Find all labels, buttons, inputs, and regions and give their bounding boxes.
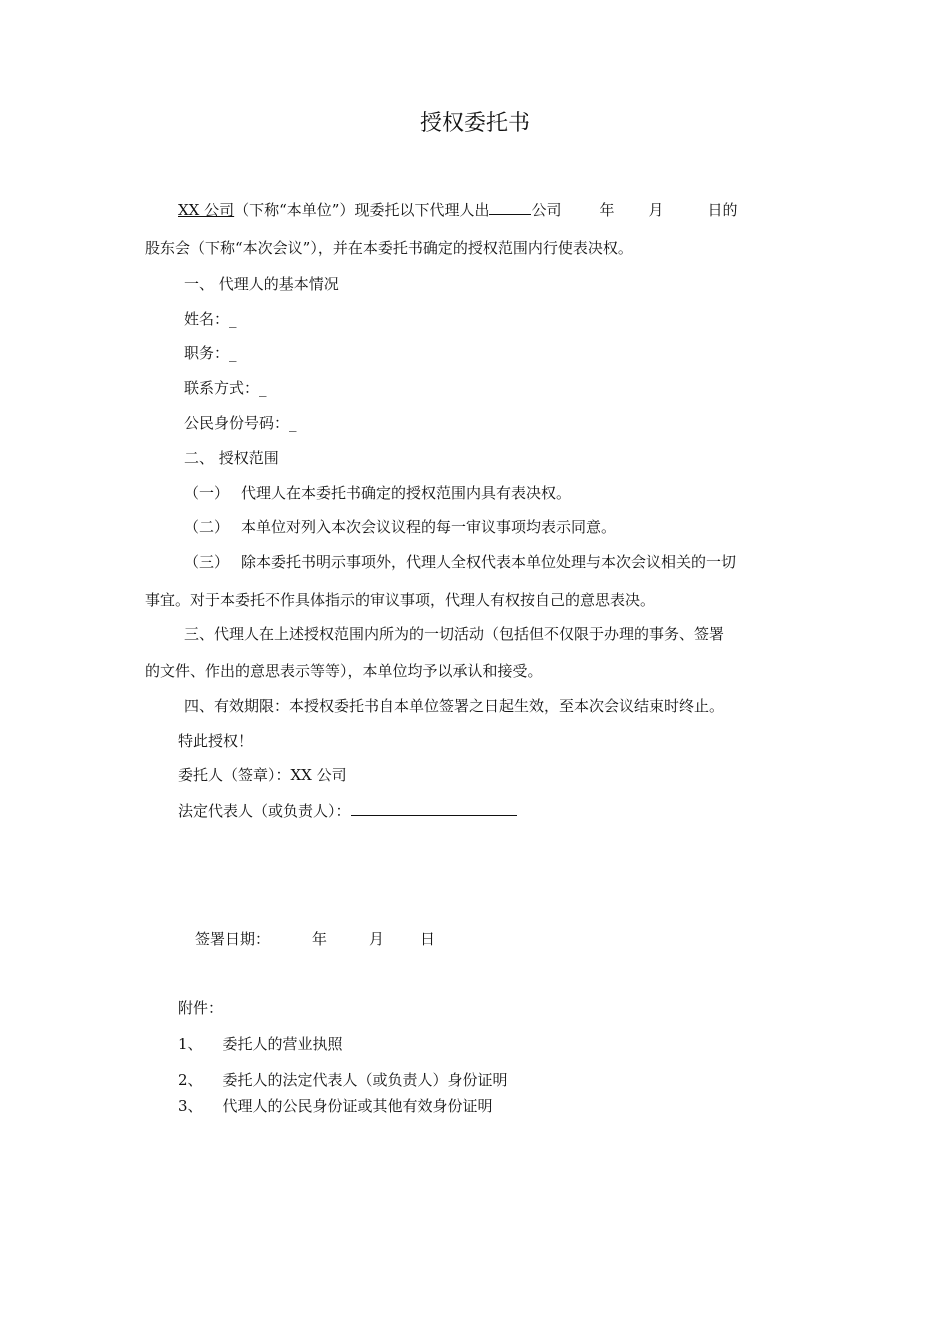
intro-line-2: 股东会（下称“本次会议”），并在本委托书确定的授权范围内行使表决权。 — [145, 239, 633, 257]
agent-name: 姓名：_ — [184, 310, 237, 328]
attachment-item-1 — [178, 1034, 343, 1054]
scope-item-2 — [184, 517, 616, 537]
section1-heading: 一、 代理人的基本情况 — [184, 275, 339, 293]
intro-text-b: 公司 — [531, 201, 562, 219]
intro-month: 月 — [648, 201, 664, 219]
scope-item-3 — [184, 552, 736, 572]
intro-year: 年 — [599, 201, 615, 219]
section4: 四、有效期限：本授权委托书自本单位签署之日起生效，至本次会议结束时终止。 — [184, 697, 725, 715]
sign-date-day: 日 — [420, 930, 436, 948]
attachment-text: 委托人的法定代表人（或负责人）身份证明 — [222, 1071, 508, 1089]
section2-heading: 二、 授权范围 — [184, 449, 279, 467]
attachment-num: 3、 — [178, 1097, 203, 1115]
scope-item-2-text: 本单位对列入本次会议议程的每一审议事项均表示同意。 — [241, 518, 617, 536]
sign-date — [195, 929, 435, 949]
legal-rep-blank — [351, 801, 517, 816]
scope-item-3-text: 除本委托书明示事项外，代理人全权代表本单位处理与本次会议相关的一切 — [241, 553, 737, 571]
agent-contact: 联系方式：_ — [184, 379, 267, 397]
company-blank — [489, 200, 531, 215]
attachments-label: 附件： — [178, 999, 224, 1017]
agent-position: 职务：_ — [184, 344, 237, 362]
attachment-item-2 — [178, 1070, 508, 1090]
agent-id-number: 公民身份号码：_ — [184, 414, 297, 432]
company-name: XX 公司 — [178, 201, 235, 219]
attachment-text: 委托人的营业执照 — [222, 1035, 343, 1053]
scope-item-3-cont: 事宜。对于本委托不作具体指示的审议事项，代理人有权按自己的意思表决。 — [145, 591, 656, 609]
attachment-num: 1、 — [178, 1035, 203, 1053]
sign-date-year: 年 — [312, 930, 328, 948]
scope-item-1-num: （一） — [184, 484, 230, 502]
scope-item-3-num: （三） — [184, 553, 230, 571]
principal-signature: 委托人（签章）：XX 公司 — [178, 766, 347, 784]
legal-rep-line — [178, 801, 517, 821]
scope-item-1 — [184, 483, 571, 503]
sign-date-label: 签署日期： — [195, 930, 271, 948]
page-title: 授权委托书 — [419, 111, 530, 136]
section3-line-2: 的文件、作出的意思表示等等），本单位均予以承认和接受。 — [145, 662, 543, 680]
scope-item-1-text: 代理人在本委托书确定的授权范围内具有表决权。 — [241, 484, 572, 502]
section3-line-1: 三、代理人在上述授权范围内所为的一切活动（包括但不仅限于办理的事务、签署 — [184, 625, 725, 643]
closing: 特此授权！ — [178, 732, 254, 750]
attachment-item-3 — [178, 1096, 493, 1116]
intro-text-a: （下称“本单位”）现委托以下代理人出 — [234, 201, 490, 219]
legal-rep-label: 法定代表人（或负责人）： — [178, 802, 351, 820]
sign-date-month: 月 — [369, 930, 385, 948]
attachment-text: 代理人的公民身份证或其他有效身份证明 — [222, 1097, 493, 1115]
intro-day: 日的 — [707, 201, 738, 219]
attachment-num: 2、 — [178, 1071, 203, 1089]
intro-line-1 — [178, 200, 738, 220]
scope-item-2-num: （二） — [184, 518, 230, 536]
